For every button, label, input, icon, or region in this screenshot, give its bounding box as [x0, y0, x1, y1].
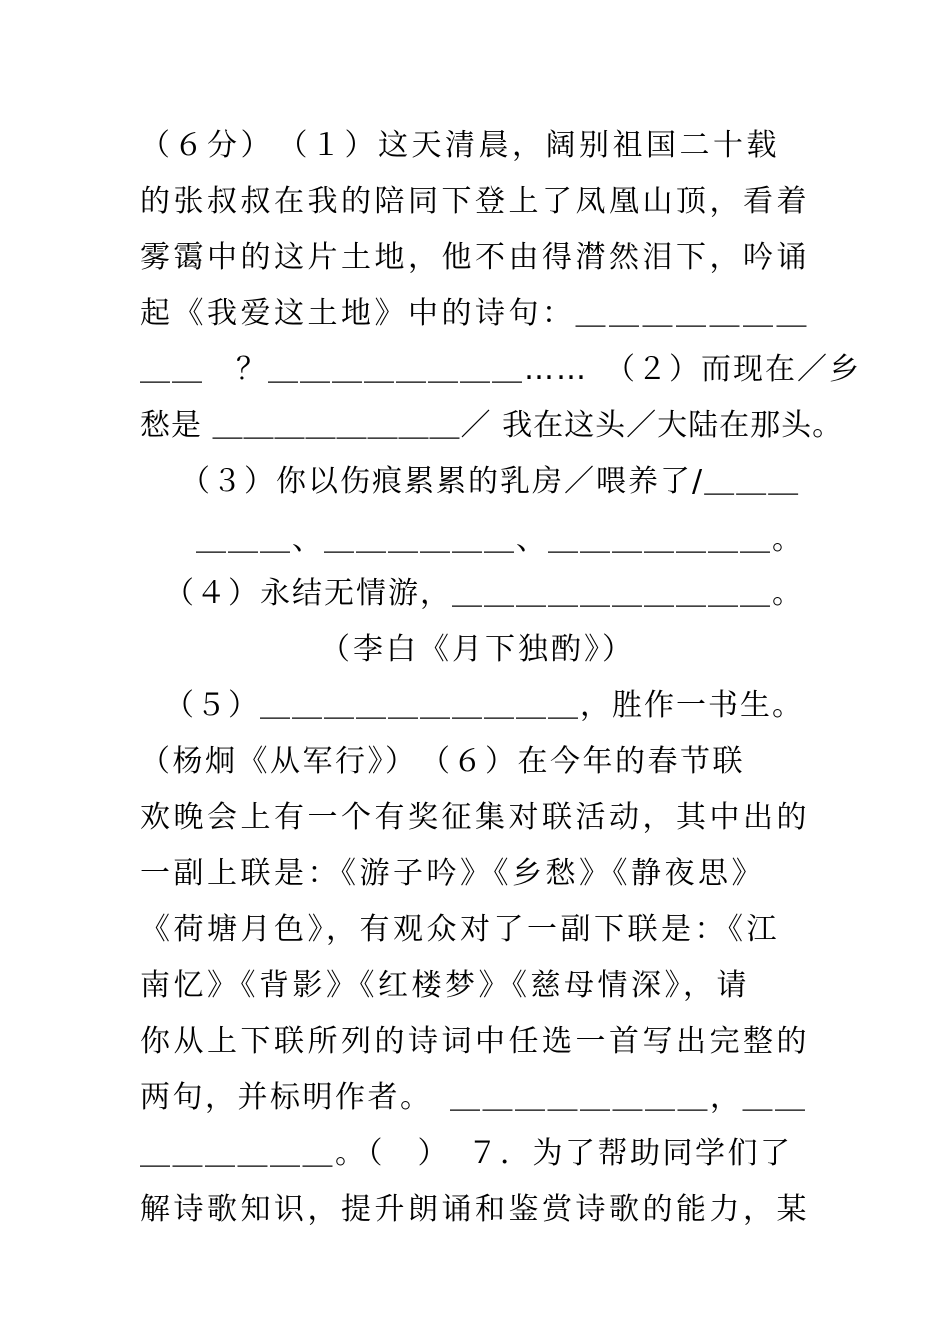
text-line-4: 起《我爱这土地》中的诗句：＿＿＿＿＿＿＿: [140, 296, 810, 331]
text-line-13: 欢晚会上有一个有奖征集对联活动，其中出的: [140, 800, 810, 835]
text-line-1: （６分） （１）这天清晨，阔别祖国二十载: [140, 128, 780, 163]
text-line-2: 的张叔叔在我的陪同下登上了凤凰山顶，看着: [140, 184, 810, 219]
text-line-11: （５）＿＿＿＿＿＿＿＿＿＿，胜作一书生。: [164, 688, 804, 723]
text-line-7: （３）你以伤痕累累的乳房／喂养了/＿＿＿: [180, 464, 801, 499]
text-line-17: 你从上下联所列的诗词中任选一首写出完整的: [140, 1024, 810, 1059]
text-line-5: ＿＿ ？＿＿＿＿＿＿＿＿…… （２）而现在／乡: [140, 352, 861, 387]
text-line-3: 雾霭中的这片土地，他不由得潸然泪下，吟诵: [140, 240, 810, 275]
text-line-16: 南忆》《背影》《红楼梦》《慈母情深》，请: [140, 968, 750, 1003]
text-line-14: 一副上联是：《游子吟》《乡愁》《静夜思》: [140, 856, 765, 891]
text-line-19: ＿＿＿＿＿＿。（ ） ７．为了帮助同学们了: [140, 1136, 793, 1171]
text-line-12: （杨炯《从军行》） （６）在今年的春节联: [140, 744, 745, 779]
text-line-8: ＿＿＿、＿＿＿＿＿＿、＿＿＿＿＿＿＿。: [196, 522, 804, 557]
text-line-18: 两句，并标明作者。 ＿＿＿＿＿＿＿＿，＿＿: [140, 1080, 808, 1115]
text-line-20: 解诗歌知识，提升朗诵和鉴赏诗歌的能力，某: [140, 1192, 810, 1227]
text-line-6: 愁是 ＿＿＿＿＿＿＿＿／ 我在这头／大陆在那头。: [140, 408, 844, 443]
text-line-10: （李白《月下独酌》）: [320, 632, 635, 667]
text-line-15: 《荷塘月色》，有观众对了一副下联是：《江: [140, 912, 780, 947]
text-line-9: （４）永结无情游，＿＿＿＿＿＿＿＿＿＿。: [164, 576, 804, 611]
